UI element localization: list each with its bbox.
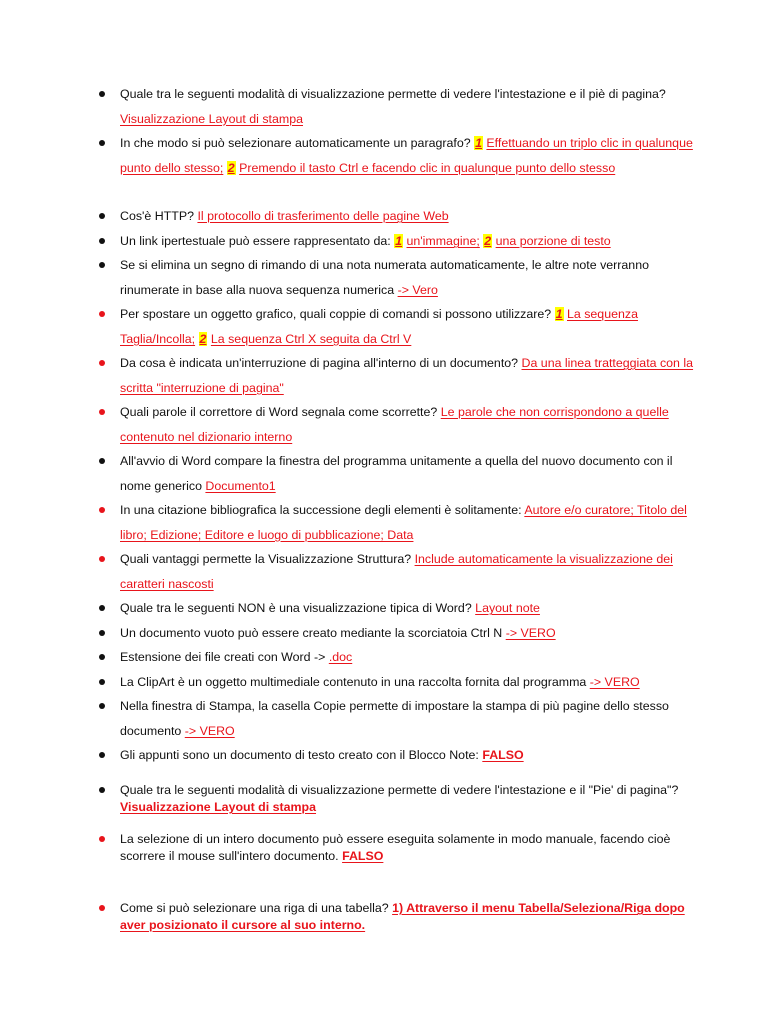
bullet-icon [99, 238, 105, 244]
answer-text: Documento1 [205, 478, 276, 493]
answer-text: un'immagine; [406, 234, 480, 248]
bullet-icon [99, 679, 105, 685]
question-text: Estensione dei file creati con Word -> [120, 650, 326, 664]
list-item [120, 900, 698, 934]
answer-text: 1) Attraverso il menu Tabella/Seleziona/Riga dopo aver posizionato il cursore al suo interno. [120, 901, 685, 932]
bullet-icon [99, 409, 105, 415]
number-marker: 2 [227, 160, 235, 175]
question-text: Come si può selezionare una riga di una tabella? [120, 901, 389, 915]
bullet-icon [99, 787, 105, 793]
bullet-icon [99, 360, 105, 366]
question-text: Quali parole il correttore di Word segnala come scorrette? [120, 405, 438, 419]
question-text: La ClipArt è un oggetto multimediale contenuto in una raccolta fornita dal programma [120, 675, 587, 689]
list-item [120, 449, 698, 498]
question-text: Gli appunti sono un documento di testo creato con il Blocco Note: [120, 748, 479, 762]
answer-text: -> VERO [184, 723, 235, 738]
number-marker: 1 [555, 307, 563, 321]
list-item [120, 498, 698, 547]
answer-text: Layout note [475, 601, 540, 615]
list-item [120, 351, 698, 400]
bullet-icon [99, 836, 105, 842]
list-item [120, 670, 698, 695]
list-item [120, 204, 698, 229]
answer-text: -> Vero [397, 282, 438, 297]
question-text: La selezione di un intero documento può essere eseguita solamente in modo manuale, facendo cioè scorrere il mouse sull'intero documento. [120, 832, 671, 863]
list-item [120, 400, 698, 449]
bullet-icon [99, 703, 105, 709]
number-marker: 2 [484, 234, 492, 248]
answer-text: .doc [328, 650, 353, 664]
answer-text: Effettuando un triplo clic in qualunque punto dello stesso; [120, 136, 693, 175]
question-text: Un documento vuoto può essere creato mediante la scorciatoia Ctrl N [120, 626, 503, 640]
bullet-icon [99, 91, 105, 97]
question-text: Cos'è HTTP? [120, 209, 194, 223]
question-text: Da cosa è indicata un'interruzione di pagina all'interno di un documento? [120, 356, 519, 370]
list-item [120, 694, 698, 743]
bullet-icon [99, 556, 105, 562]
bullet-icon [99, 605, 105, 611]
answer-text: La sequenza Ctrl X seguita da Ctrl V [210, 331, 412, 346]
list-item [120, 82, 698, 131]
number-marker: 1 [395, 234, 403, 248]
question-text: In una citazione bibliografica la successione degli elementi è solitamente: [120, 503, 522, 517]
answer-text: Le parole che non corrispondono a quelle contenuto nel dizionario interno [120, 405, 669, 444]
answer-text: -> VERO [505, 626, 556, 640]
list-item [120, 229, 698, 254]
bullet-icon [99, 654, 105, 660]
list-item [120, 782, 698, 816]
bullet-icon [99, 140, 105, 146]
question-text: In che modo si può selezionare automaticamente un paragrafo? [120, 136, 471, 150]
list-item [120, 547, 698, 596]
answer-text: Visualizzazione Layout di stampa [120, 800, 317, 814]
answer-text: FALSO [482, 748, 524, 762]
question-text: Un link ipertestuale può essere rappresentato da: [120, 234, 391, 248]
question-text: Quale tra le seguenti modalità di visualizzazione permette di vedere l'intestazione e il piè di pagina? [120, 87, 666, 101]
list-item [120, 131, 698, 180]
answer-text: Premendo il tasto Ctrl e facendo clic in qualunque punto dello stesso [239, 160, 616, 175]
answer-text: Include automaticamente la visualizzazione dei caratteri nascosti [120, 552, 673, 591]
number-marker: 2 [199, 331, 207, 346]
question-text: Nella finestra di Stampa, la casella Copie permette di impostare la stampa di più pagine dello stesso documento [120, 699, 669, 738]
question-text: Se si elimina un segno di rimando di una nota numerata automaticamente, le altre note verranno rinumerate in base alla nuova sequenza numerica [120, 258, 649, 297]
answer-text: una porzione di testo [495, 234, 611, 248]
question-text: Quali vantaggi permette la Visualizzazione Struttura? [120, 552, 412, 566]
bullet-icon [99, 213, 105, 219]
number-marker: 1 [475, 136, 482, 150]
answer-text: La sequenza Taglia/Incolla; [120, 307, 638, 346]
question-text: All'avvio di Word compare la finestra del programma unitamente a quella del nuovo documento con il nome generico [120, 454, 673, 493]
list-item [120, 253, 698, 302]
answer-text: FALSO [342, 849, 384, 863]
bullet-icon [99, 262, 105, 268]
bullet-icon [99, 507, 105, 513]
bullet-icon [99, 311, 105, 317]
list-item [120, 621, 698, 646]
answer-text: Visualizzazione Layout di stampa [120, 111, 303, 126]
answer-text: Autore e/o curatore; Titolo del libro; Edizione; Editore e luogo di pubblicazione; Data [120, 503, 687, 542]
question-text: Quale tra le seguenti NON è una visualizzazione tipica di Word? [120, 601, 472, 615]
list-item [120, 743, 698, 768]
list-item [120, 831, 698, 865]
bullet-icon [99, 630, 105, 636]
list-item [120, 302, 698, 351]
answer-text: -> VERO [589, 675, 640, 689]
bullet-icon [99, 752, 105, 758]
question-text: Per spostare un oggetto grafico, quali coppie di comandi si possono utilizzare? [120, 307, 552, 321]
question-text: Quale tra le seguenti modalità di visualizzazione permette di vedere l'intestazione e il "Pie' di pagina"? [120, 783, 679, 797]
answer-text: Il protocollo di trasferimento delle pagine Web [197, 209, 449, 223]
list-item [120, 645, 698, 670]
bullet-icon [99, 458, 105, 464]
answer-text: Da una linea tratteggiata con la scritta "interruzione di pagina" [120, 356, 694, 395]
bullet-icon [99, 905, 105, 911]
list-item [120, 596, 698, 621]
